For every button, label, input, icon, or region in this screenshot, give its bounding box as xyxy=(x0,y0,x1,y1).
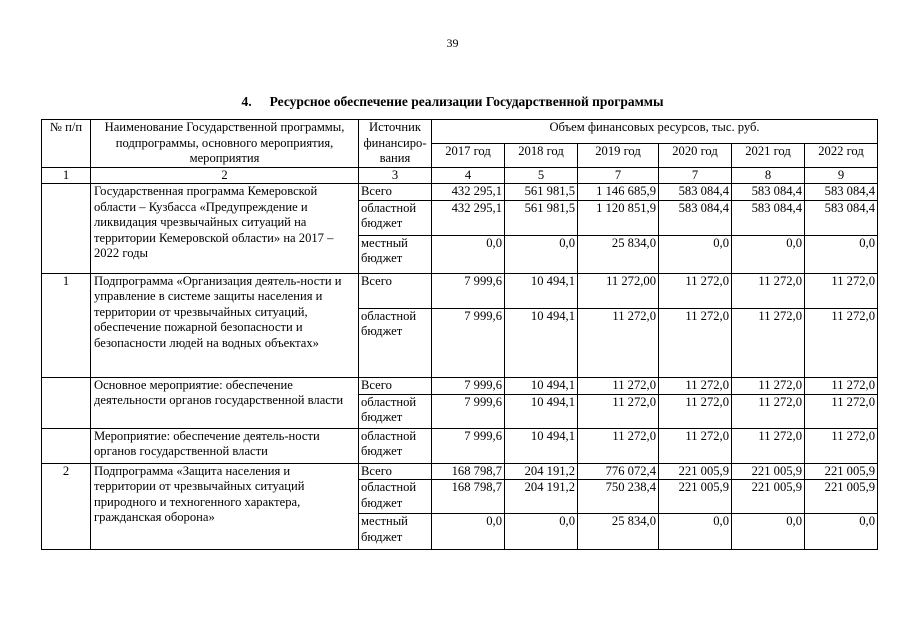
financing-table xyxy=(41,119,878,550)
amount-cell: 0,0 xyxy=(432,514,505,550)
column-index: 1 xyxy=(42,167,91,184)
amount-cell: 10 494,1 xyxy=(505,308,578,377)
amount-cell: 432 295,1 xyxy=(432,184,505,201)
amount-cell: 11 272,0 xyxy=(732,273,805,308)
amount-cell: 10 494,1 xyxy=(505,273,578,308)
header-year: 2019 год xyxy=(578,143,659,167)
funding-source: областной бюджет xyxy=(359,200,432,235)
funding-source: местный бюджет xyxy=(359,235,432,273)
header-year: 2020 год xyxy=(659,143,732,167)
row-number xyxy=(42,184,91,274)
amount-cell: 0,0 xyxy=(732,514,805,550)
amount-cell: 221 005,9 xyxy=(732,480,805,514)
header-year: 2018 год xyxy=(505,143,578,167)
amount-cell: 583 084,4 xyxy=(805,200,878,235)
amount-cell: 583 084,4 xyxy=(732,200,805,235)
header-name: Наименование Государственной программы, подпрограммы, основного мероприятия, мероприятия xyxy=(91,120,359,168)
amount-cell: 221 005,9 xyxy=(805,480,878,514)
funding-source: местный бюджет xyxy=(359,514,432,550)
funding-source: областной бюджет xyxy=(359,480,432,514)
column-index: 5 xyxy=(505,167,578,184)
amount-cell: 11 272,0 xyxy=(578,428,659,463)
amount-cell: 11 272,0 xyxy=(732,394,805,428)
section-number: 4. xyxy=(241,94,252,109)
amount-cell: 583 084,4 xyxy=(732,184,805,201)
amount-cell: 0,0 xyxy=(659,235,732,273)
amount-cell: 10 494,1 xyxy=(505,377,578,394)
amount-cell: 0,0 xyxy=(805,235,878,273)
amount-cell: 11 272,0 xyxy=(578,394,659,428)
amount-cell: 204 191,2 xyxy=(505,480,578,514)
amount-cell: 7 999,6 xyxy=(432,308,505,377)
table-row xyxy=(42,184,878,201)
program-name: Подпрограмма «Организация деятель-ности и управление в системе защиты населения и территории от чрезвычайных ситуаций, обеспечение пожарной безопасности и безопасности людей на водных объектах» xyxy=(91,273,359,377)
amount-cell: 168 798,7 xyxy=(432,480,505,514)
column-index: 2 xyxy=(91,167,359,184)
amount-cell: 221 005,9 xyxy=(805,463,878,480)
table-row xyxy=(42,273,878,308)
amount-cell: 0,0 xyxy=(505,514,578,550)
amount-cell: 750 238,4 xyxy=(578,480,659,514)
amount-cell: 10 494,1 xyxy=(505,428,578,463)
amount-cell: 432 295,1 xyxy=(432,200,505,235)
header-source: Источник финансиро-вания xyxy=(359,120,432,168)
amount-cell: 7 999,6 xyxy=(432,428,505,463)
amount-cell: 221 005,9 xyxy=(659,480,732,514)
program-name: Подпрограмма «Защита населения и территории от чрезвычайных ситуаций природного и техногенного характера, гражданская оборона» xyxy=(91,463,359,550)
amount-cell: 583 084,4 xyxy=(659,184,732,201)
amount-cell: 10 494,1 xyxy=(505,394,578,428)
header-year: 2021 год xyxy=(732,143,805,167)
header-num: № п/п xyxy=(42,120,91,168)
amount-cell: 561 981,5 xyxy=(505,200,578,235)
amount-cell: 0,0 xyxy=(505,235,578,273)
amount-cell: 25 834,0 xyxy=(578,514,659,550)
amount-cell: 583 084,4 xyxy=(805,184,878,201)
funding-source: Всего xyxy=(359,184,432,201)
amount-cell: 221 005,9 xyxy=(732,463,805,480)
program-name: Государственная программа Кемеровской области – Кузбасса «Предупреждение и ликвидация чрезвычайных ситуаций на территории Кемеровской области» на 2017 – 2022 годы xyxy=(91,184,359,274)
amount-cell: 11 272,0 xyxy=(659,273,732,308)
amount-cell: 11 272,0 xyxy=(805,377,878,394)
header-year: 2017 год xyxy=(432,143,505,167)
amount-cell: 7 999,6 xyxy=(432,273,505,308)
column-index: 8 xyxy=(732,167,805,184)
header-volume: Объем финансовых ресурсов, тыс. руб. xyxy=(432,120,878,144)
column-index: 4 xyxy=(432,167,505,184)
row-number xyxy=(42,428,91,463)
funding-source: Всего xyxy=(359,273,432,308)
amount-cell: 11 272,0 xyxy=(659,308,732,377)
table-row xyxy=(42,463,878,480)
amount-cell: 0,0 xyxy=(432,235,505,273)
amount-cell: 11 272,00 xyxy=(578,273,659,308)
header-year: 2022 год xyxy=(805,143,878,167)
section-title: Ресурсное обеспечение реализации Государственной программы xyxy=(269,94,664,109)
column-index: 3 xyxy=(359,167,432,184)
row-number: 1 xyxy=(42,273,91,377)
amount-cell: 11 272,0 xyxy=(732,428,805,463)
funding-source: областной бюджет xyxy=(359,428,432,463)
amount-cell: 561 981,5 xyxy=(505,184,578,201)
row-number: 2 xyxy=(42,463,91,550)
amount-cell: 204 191,2 xyxy=(505,463,578,480)
header-row xyxy=(42,120,878,144)
funding-source: областной бюджет xyxy=(359,308,432,377)
amount-cell: 0,0 xyxy=(659,514,732,550)
amount-cell: 11 272,0 xyxy=(805,308,878,377)
amount-cell: 1 120 851,9 xyxy=(578,200,659,235)
amount-cell: 583 084,4 xyxy=(659,200,732,235)
amount-cell: 11 272,0 xyxy=(578,377,659,394)
column-index: 9 xyxy=(805,167,878,184)
table-row xyxy=(42,428,878,463)
column-index: 7 xyxy=(578,167,659,184)
amount-cell: 11 272,0 xyxy=(732,308,805,377)
amount-cell: 11 272,0 xyxy=(578,308,659,377)
amount-cell: 11 272,0 xyxy=(659,428,732,463)
amount-cell: 11 272,0 xyxy=(805,273,878,308)
amount-cell: 0,0 xyxy=(732,235,805,273)
program-name: Мероприятие: обеспечение деятель-ности органов государственной власти xyxy=(91,428,359,463)
amount-cell: 11 272,0 xyxy=(805,428,878,463)
column-index: 7 xyxy=(659,167,732,184)
amount-cell: 7 999,6 xyxy=(432,377,505,394)
amount-cell: 221 005,9 xyxy=(659,463,732,480)
amount-cell: 11 272,0 xyxy=(659,377,732,394)
amount-cell: 0,0 xyxy=(805,514,878,550)
table-row xyxy=(42,377,878,394)
amount-cell: 776 072,4 xyxy=(578,463,659,480)
amount-cell: 11 272,0 xyxy=(732,377,805,394)
amount-cell: 1 146 685,9 xyxy=(578,184,659,201)
amount-cell: 25 834,0 xyxy=(578,235,659,273)
amount-cell: 168 798,7 xyxy=(432,463,505,480)
section-heading xyxy=(0,94,905,110)
funding-source: областной бюджет xyxy=(359,394,432,428)
amount-cell: 11 272,0 xyxy=(805,394,878,428)
amount-cell: 7 999,6 xyxy=(432,394,505,428)
row-number xyxy=(42,377,91,428)
funding-source: Всего xyxy=(359,377,432,394)
funding-source: Всего xyxy=(359,463,432,480)
program-name: Основное мероприятие: обеспечение деятельности органов государственной власти xyxy=(91,377,359,428)
amount-cell: 11 272,0 xyxy=(659,394,732,428)
column-index-row xyxy=(42,167,878,184)
page-number: 39 xyxy=(446,36,459,50)
